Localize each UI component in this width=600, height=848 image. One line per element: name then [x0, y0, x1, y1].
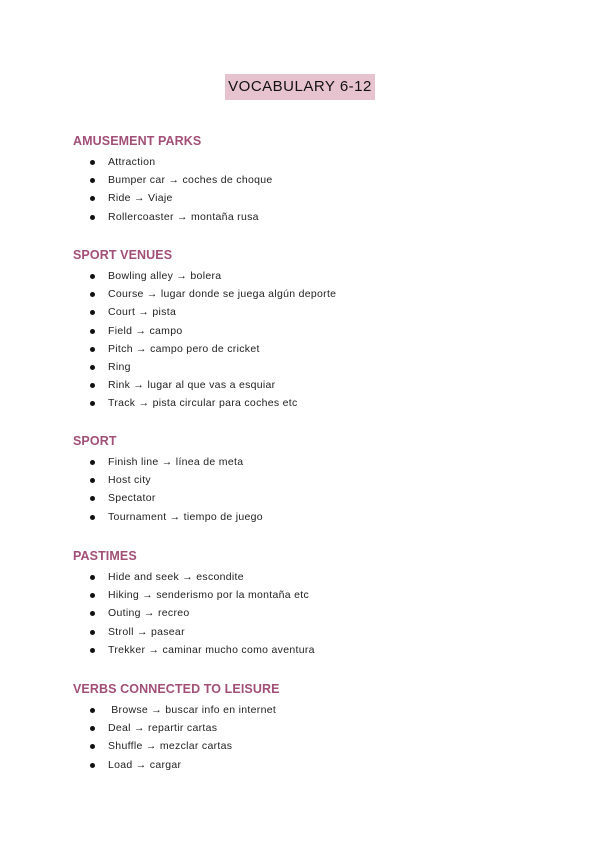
- list-item: [73, 394, 573, 412]
- bullet-icon: [90, 196, 95, 201]
- vocabulary-list: [73, 453, 573, 526]
- list-item: [73, 508, 573, 526]
- bullet-icon: [90, 630, 95, 635]
- item-text: Rink → lugar al que vas a esquiar: [108, 379, 276, 392]
- item-text: Pitch → campo pero de cricket: [108, 342, 260, 355]
- list-item: [73, 623, 573, 641]
- item-text: Ride → Viaje: [108, 192, 173, 205]
- bullet-icon: [90, 496, 95, 501]
- bullet-icon: [90, 593, 95, 598]
- bullet-icon: [90, 744, 95, 749]
- item-text: Host city: [108, 474, 151, 487]
- item-text: Browse → buscar info en internet: [108, 704, 277, 716]
- section-heading: SPORT VENUES: [73, 248, 173, 262]
- bullet-icon: [90, 401, 95, 406]
- bullet-icon: [90, 274, 95, 279]
- list-item: [73, 719, 573, 737]
- item-text: Outing → recreo: [108, 607, 190, 620]
- item-text: Load → cargar: [108, 758, 182, 771]
- bullet-icon: [90, 763, 95, 768]
- bullet-icon: [90, 329, 95, 334]
- bullet-icon: [90, 383, 95, 388]
- item-text: Tournament → tiempo de juego: [108, 510, 263, 523]
- section-heading: VERBS CONNECTED TO LEISURE: [73, 682, 280, 696]
- section-sport-venues: [73, 247, 573, 413]
- list-item: [73, 171, 573, 189]
- bullet-icon: [90, 611, 95, 616]
- list-item: [73, 376, 573, 394]
- bullet-icon: [90, 648, 95, 653]
- bullet-icon: [90, 215, 95, 220]
- bullet-icon: [90, 310, 95, 315]
- list-item: [73, 358, 573, 376]
- bullet-icon: [90, 708, 95, 713]
- list-item: [73, 604, 573, 622]
- item-text: Track → pista circular para coches etc: [108, 397, 298, 410]
- item-text: Finish line → línea de meta: [108, 456, 244, 468]
- section-amusement-parks: [73, 133, 573, 226]
- item-text: Ring: [108, 361, 131, 374]
- item-text: Shuffle → mezclar cartas: [108, 740, 233, 753]
- bullet-icon: [90, 178, 95, 183]
- item-text: Attraction: [108, 156, 156, 168]
- bullet-icon: [90, 160, 95, 165]
- item-text: Course → lugar donde se juega algún deporte: [108, 288, 337, 301]
- list-item: [73, 189, 573, 207]
- title-container: [0, 74, 600, 100]
- item-text: Hide and seek → escondite: [108, 571, 244, 583]
- list-item: [73, 153, 573, 171]
- item-text: Bumper car → coches de choque: [108, 174, 273, 187]
- vocabulary-list: [73, 701, 573, 774]
- bullet-icon: [90, 347, 95, 352]
- item-text: Spectator: [108, 492, 156, 505]
- section-sport: [73, 433, 573, 526]
- bullet-icon: [90, 292, 95, 297]
- bullet-icon: [90, 460, 95, 465]
- bullet-icon: [90, 575, 95, 580]
- section-heading: SPORT: [73, 434, 117, 448]
- list-item: [73, 586, 573, 604]
- list-item: [73, 471, 573, 489]
- section-heading: AMUSEMENT PARKS: [73, 134, 202, 148]
- list-item: [73, 489, 573, 507]
- bullet-icon: [90, 726, 95, 731]
- section-pastimes: [73, 548, 573, 659]
- list-item: [73, 701, 573, 719]
- list-item: [73, 641, 573, 659]
- bullet-icon: [90, 365, 95, 370]
- list-item: [73, 737, 573, 755]
- item-text: Trekker → caminar mucho como aventura: [108, 643, 315, 656]
- item-text: Stroll → pasear: [108, 625, 185, 638]
- list-item: [73, 568, 573, 586]
- list-item: [73, 208, 573, 226]
- item-text: Court → pista: [108, 306, 177, 319]
- section-verbs-leisure: [73, 681, 573, 774]
- vocabulary-list: [73, 267, 573, 413]
- bullet-icon: [90, 478, 95, 483]
- vocabulary-list: [73, 153, 573, 226]
- list-item: [73, 322, 573, 340]
- item-text: Deal → repartir cartas: [108, 722, 218, 735]
- item-text: Hiking → senderismo por la montaña etc: [108, 589, 310, 602]
- vocabulary-list: [73, 568, 573, 659]
- list-item: [73, 453, 573, 471]
- section-heading: PASTIMES: [73, 549, 137, 563]
- item-text: Field → campo: [108, 324, 183, 337]
- page-title: VOCABULARY 6-12: [225, 74, 375, 100]
- list-item: [73, 303, 573, 321]
- bullet-icon: [90, 515, 95, 520]
- item-text: Bowling alley → bolera: [108, 270, 222, 282]
- item-text: Rollercoaster → montaña rusa: [108, 210, 259, 223]
- list-item: [73, 340, 573, 358]
- list-item: [73, 285, 573, 303]
- list-item: [73, 267, 573, 285]
- list-item: [73, 756, 573, 774]
